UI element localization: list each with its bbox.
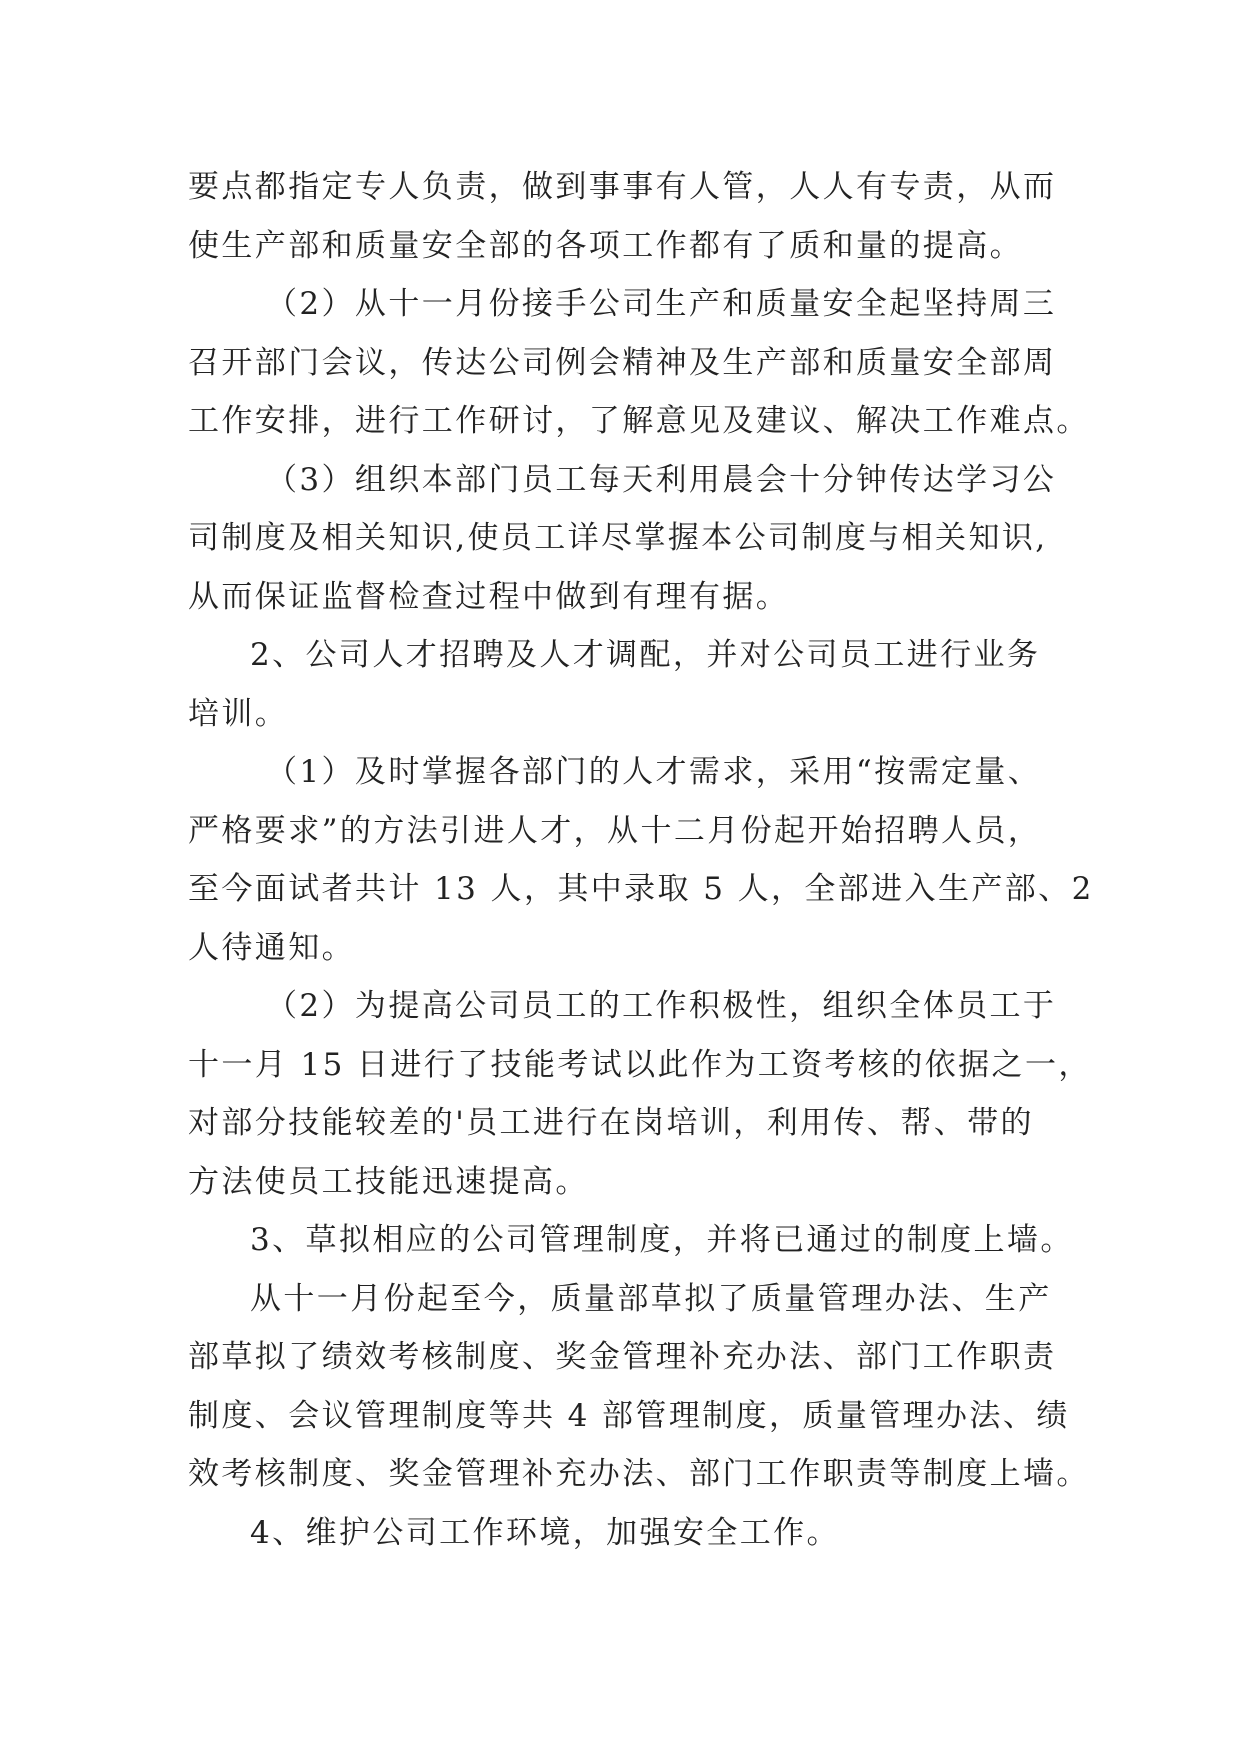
text-line: （3）组织本部门员工每天利用晨会十分钟传达学习公 — [266, 461, 1057, 498]
text-line: （1）及时掌握各部门的人才需求，采用“按需定量、 — [266, 754, 1042, 790]
text-line: 3、草拟相应的公司管理制度，并将已通过的制度上墙。 — [250, 1222, 1074, 1258]
text-line: 要点都指定专人负责，做到事事有人管，人人有专责，从而 — [188, 169, 1057, 205]
text-line: 使生产部和质量安全部的各项工作都有了质和量的提高。 — [188, 227, 1023, 264]
text-line: 培训。 — [188, 695, 289, 732]
text-line: （2）为提高公司员工的工作积极性，组织全体员工于 — [266, 988, 1057, 1024]
text-line: 召开部门会议，传达公司例会精神及生产部和质量安全部周 — [188, 344, 1057, 381]
document-body — [188, 158, 1094, 1562]
text-line: 4、维护公司工作环境，加强安全工作。 — [250, 1514, 840, 1551]
text-line: （2）从十一月份接手公司生产和质量安全起坚持周三 — [266, 286, 1057, 322]
text-line: 从十一月份起至今，质量部草拟了质量管理办法、生产 — [250, 1280, 1052, 1317]
text-line: 从而保证监督检查过程中做到有理有据。 — [188, 578, 790, 615]
text-line: 部草拟了绩效考核制度、奖金管理补充办法、部门工作职责 — [188, 1339, 1057, 1375]
text-line: 至今面试者共计 13 人，其中录取 5 人，全部进入生产部、2 — [188, 871, 1094, 907]
text-line: 效考核制度、奖金管理补充办法、部门工作职责等制度上墙。 — [188, 1456, 1090, 1492]
text-line: 制度、会议管理制度等共 4 部管理制度，质量管理办法、绩 — [188, 1397, 1070, 1434]
text-line: 2、公司人才招聘及人才调配，并对公司员工进行业务 — [250, 637, 1041, 673]
text-line: 司制度及相关知识,使员工详尽掌握本公司制度与相关知识, — [188, 520, 1048, 556]
text-line: 工作安排，进行工作研讨，了解意见及建议、解决工作难点。 — [188, 403, 1090, 439]
text-line: 对部分技能较差的'员工进行在岗培训，利用传、帮、带的 — [188, 1105, 1034, 1141]
text-line: 十一月 15 日进行了技能考试以此作为工资考核的依据之一， — [188, 1046, 1092, 1083]
text-line: 人待通知。 — [188, 929, 355, 966]
text-line: 方法使员工技能迅速提高。 — [188, 1163, 589, 1200]
text-line: 严格要求”的方法引进人才，从十二月份起开始招聘人员， — [188, 812, 1042, 849]
